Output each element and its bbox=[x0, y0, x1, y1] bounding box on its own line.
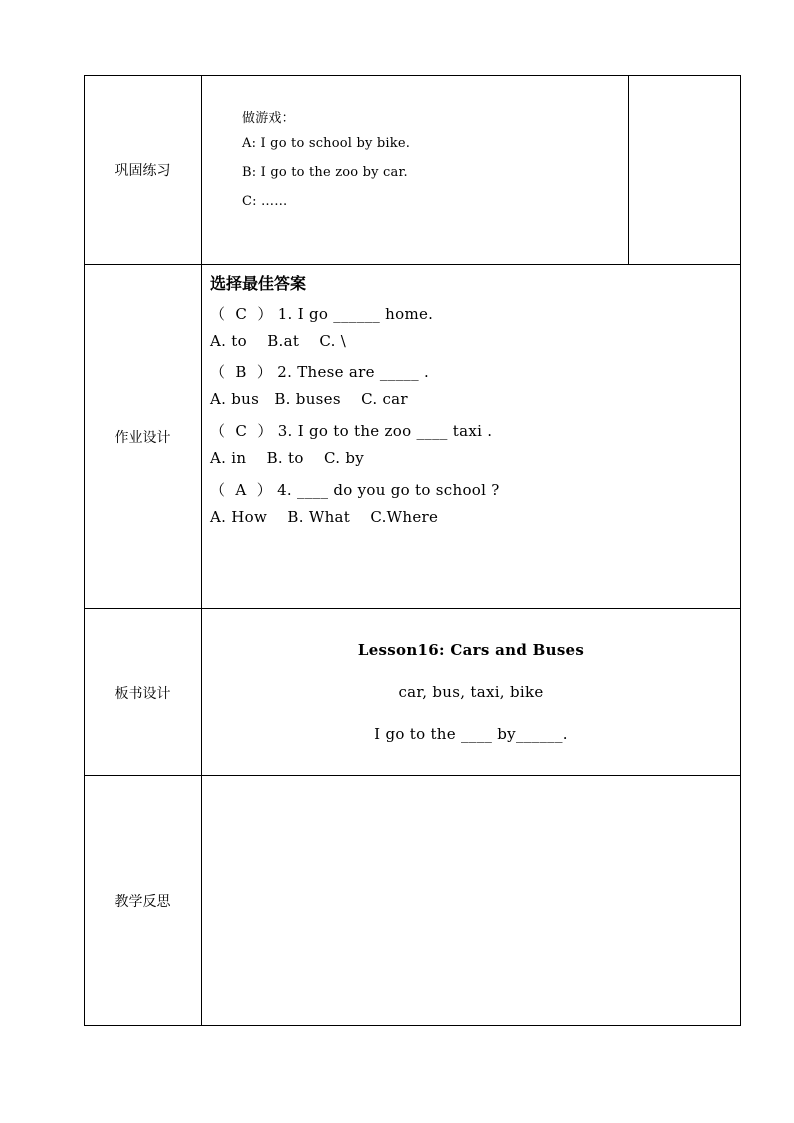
reflection-content-area bbox=[202, 776, 740, 1025]
homework-question-1: （ C ） 1. I go ______ home. bbox=[210, 305, 434, 323]
homework-options-2: A. bus B. buses C. car bbox=[210, 390, 408, 408]
homework-question-4: （ A ） 4. ____ do you go to school ? bbox=[210, 481, 500, 499]
homework-options-4: A. How B. What C.Where bbox=[210, 508, 439, 526]
board-pattern: I go to the ____ by______. bbox=[374, 725, 568, 743]
homework-label: 作业设计 bbox=[114, 430, 171, 446]
homework-question-2: （ B ） 2. These are _____ . bbox=[210, 363, 430, 381]
homework-options-3: A. in B. to C. by bbox=[210, 449, 365, 467]
lesson-plan-table bbox=[84, 75, 741, 1026]
board-title: Lesson16: Cars and Buses bbox=[357, 641, 585, 659]
homework-options-1: A. to B.at C. \ bbox=[210, 332, 347, 350]
consolidation-line-1: 做游戏： bbox=[242, 111, 295, 126]
row-divider-2 bbox=[84, 608, 741, 609]
board-words: car, bus, taxi, bike bbox=[398, 683, 544, 701]
consolidation-line-4: C: …… bbox=[242, 194, 288, 209]
row-divider-1 bbox=[84, 264, 741, 265]
consolidation-label: 巩固练习 bbox=[114, 163, 171, 179]
first-row-side-divider bbox=[628, 75, 629, 264]
consolidation-line-2: A: I go to school by bike. bbox=[242, 136, 411, 151]
board-label: 板书设计 bbox=[114, 686, 171, 702]
consolidation-line-3: B: I go to the zoo by car. bbox=[242, 165, 408, 180]
homework-question-3: （ C ） 3. I go to the zoo ____ taxi . bbox=[210, 422, 493, 440]
reflection-label: 教学反思 bbox=[114, 894, 171, 910]
homework-title: 选择最佳答案 bbox=[210, 274, 307, 293]
